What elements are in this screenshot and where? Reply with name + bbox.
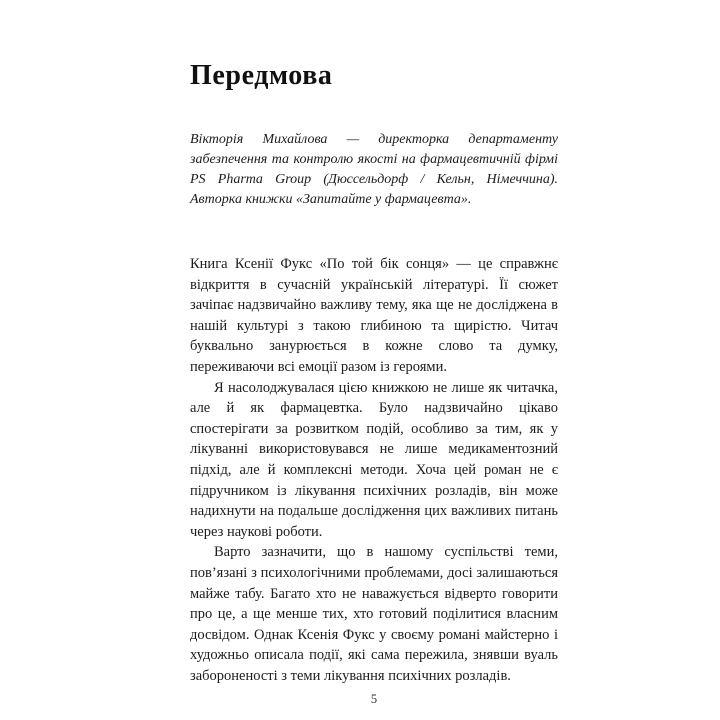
paragraph: Книга Ксенії Фукс «По той бік сонця» — це справжнє відкриття в сучасній українській літературі. Її сюжет зачіпає надзвичайно важливу тему, яка ще не досліджена в нашій культурі з такою глибиною та щирістю. Читач буквально занурюється в кожне слово та думку, переживаючи всі емоції разом із героями. (190, 256, 558, 375)
book-page (190, 60, 558, 686)
author-bio: Вікторія Михайлова — директорка департаменту забезпечення та контролю якості на фармацевтичній фірмі PS Pharma Group (Дюссельдорф / Кельн, Німеччина). Авторка книжки «Запитайте у фармацевта». (190, 132, 558, 207)
body-text (190, 254, 558, 686)
page-number: 5 (370, 692, 378, 706)
chapter-title: Передмова (190, 60, 333, 91)
paragraph: Варто зазначити, що в нашому суспільстві теми, пов’язані з психологічними проблемами, досі залишаються майже табу. Багато хто не наважується відверто говорити про це, а ще менше тих, хто готовий поділитися власним досвідом. Однак Ксенія Фукс у своєму романі майстерно і художньо описала події, які сама пережила, знявши вуаль забороненості з теми лікування психічних розладів. (190, 544, 558, 684)
paragraph: Я насолоджувалася цією книжкою не лише як читачка, але й як фармацевтка. Було надзвичайно цікаво спостерігати за розвитком подій, особливо за тим, як у лікуванні використовувався не лише медикаментозний підхід, але й комплексні методи. Хоча цей роман не є підручником із лікування психічних розладів, він може надихнути на подальше дослідження цих важливих питань через наукові роботи. (190, 379, 558, 540)
